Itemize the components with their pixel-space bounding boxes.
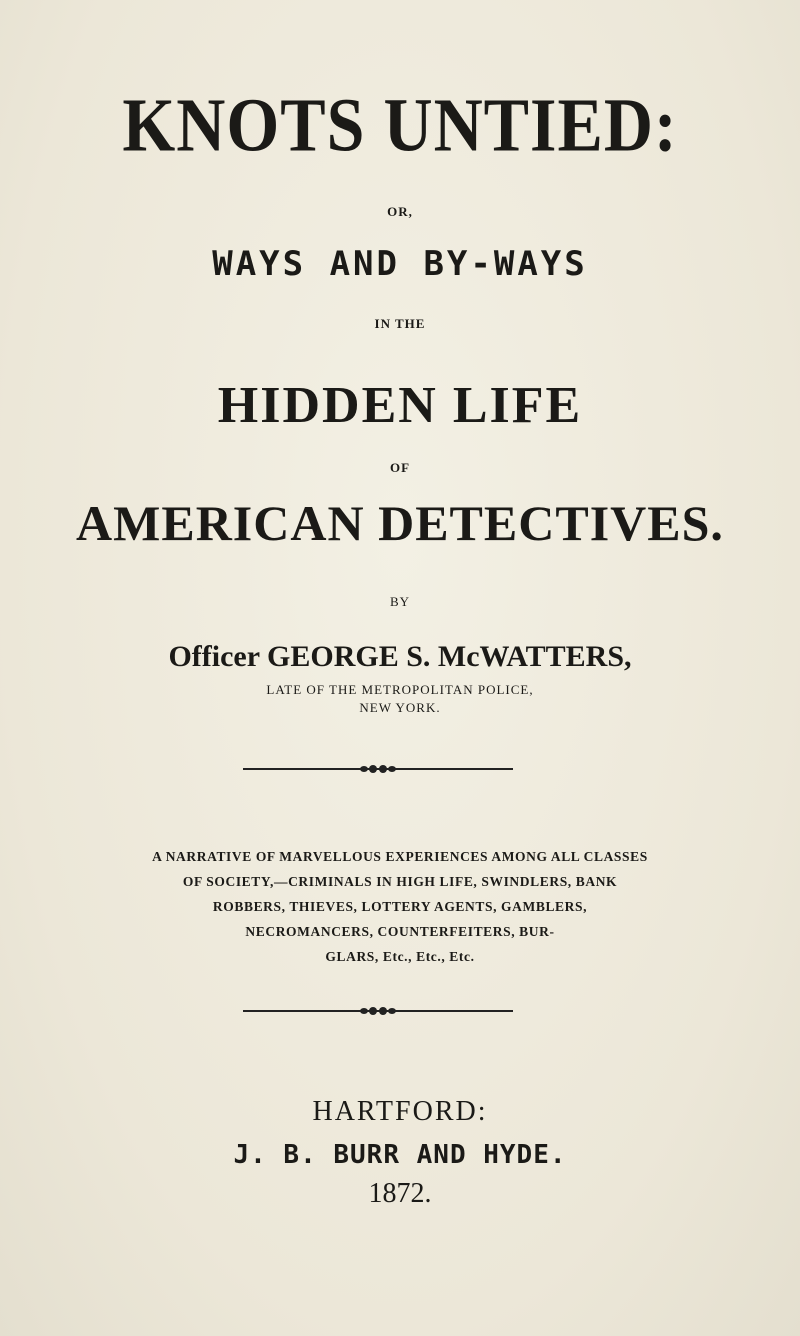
ornamental-rule: [243, 768, 513, 770]
description-line: A NARRATIVE OF MARVELLOUS EXPERIENCES AMONG ALL CLASSES: [152, 849, 648, 864]
imprint-publisher: J. B. BURR AND HYDE.: [233, 1140, 567, 1170]
book-subtitle: WAYS AND BY-WAYS: [212, 244, 588, 284]
american-detectives-heading: AMERICAN DETECTIVES.: [76, 495, 724, 551]
imprint-city: HARTFORD:: [312, 1096, 488, 1127]
by-label: BY: [389, 594, 411, 609]
book-title: KNOTS UNTIED:: [122, 82, 678, 168]
hidden-life-heading: HIDDEN LIFE: [217, 377, 583, 434]
rule-ornament-icon: [356, 1006, 400, 1016]
description-line: GLARS, Etc., Etc., Etc.: [325, 949, 475, 964]
or-label: OR,: [387, 204, 413, 219]
description-line: NECROMANCERS, COUNTERFEITERS, BUR-: [245, 924, 555, 939]
rule-ornament-icon: [356, 764, 400, 774]
imprint-year: 1872.: [368, 1178, 432, 1209]
in-the-label: IN THE: [374, 316, 426, 331]
author-affiliation: LATE OF THE METROPOLITAN POLICE,: [266, 682, 534, 697]
of-label: OF: [389, 460, 411, 475]
description-line: OF SOCIETY,—CRIMINALS IN HIGH LIFE, SWINDLERS, BANK: [182, 874, 618, 889]
author-city: NEW YORK.: [359, 700, 441, 715]
description-line: ROBBERS, THIEVES, LOTTERY AGENTS, GAMBLERS,: [212, 899, 588, 914]
book-description: [0, 844, 800, 969]
author-name: Officer GEORGE S. McWATTERS,: [168, 640, 632, 673]
ornamental-rule: [243, 1010, 513, 1012]
